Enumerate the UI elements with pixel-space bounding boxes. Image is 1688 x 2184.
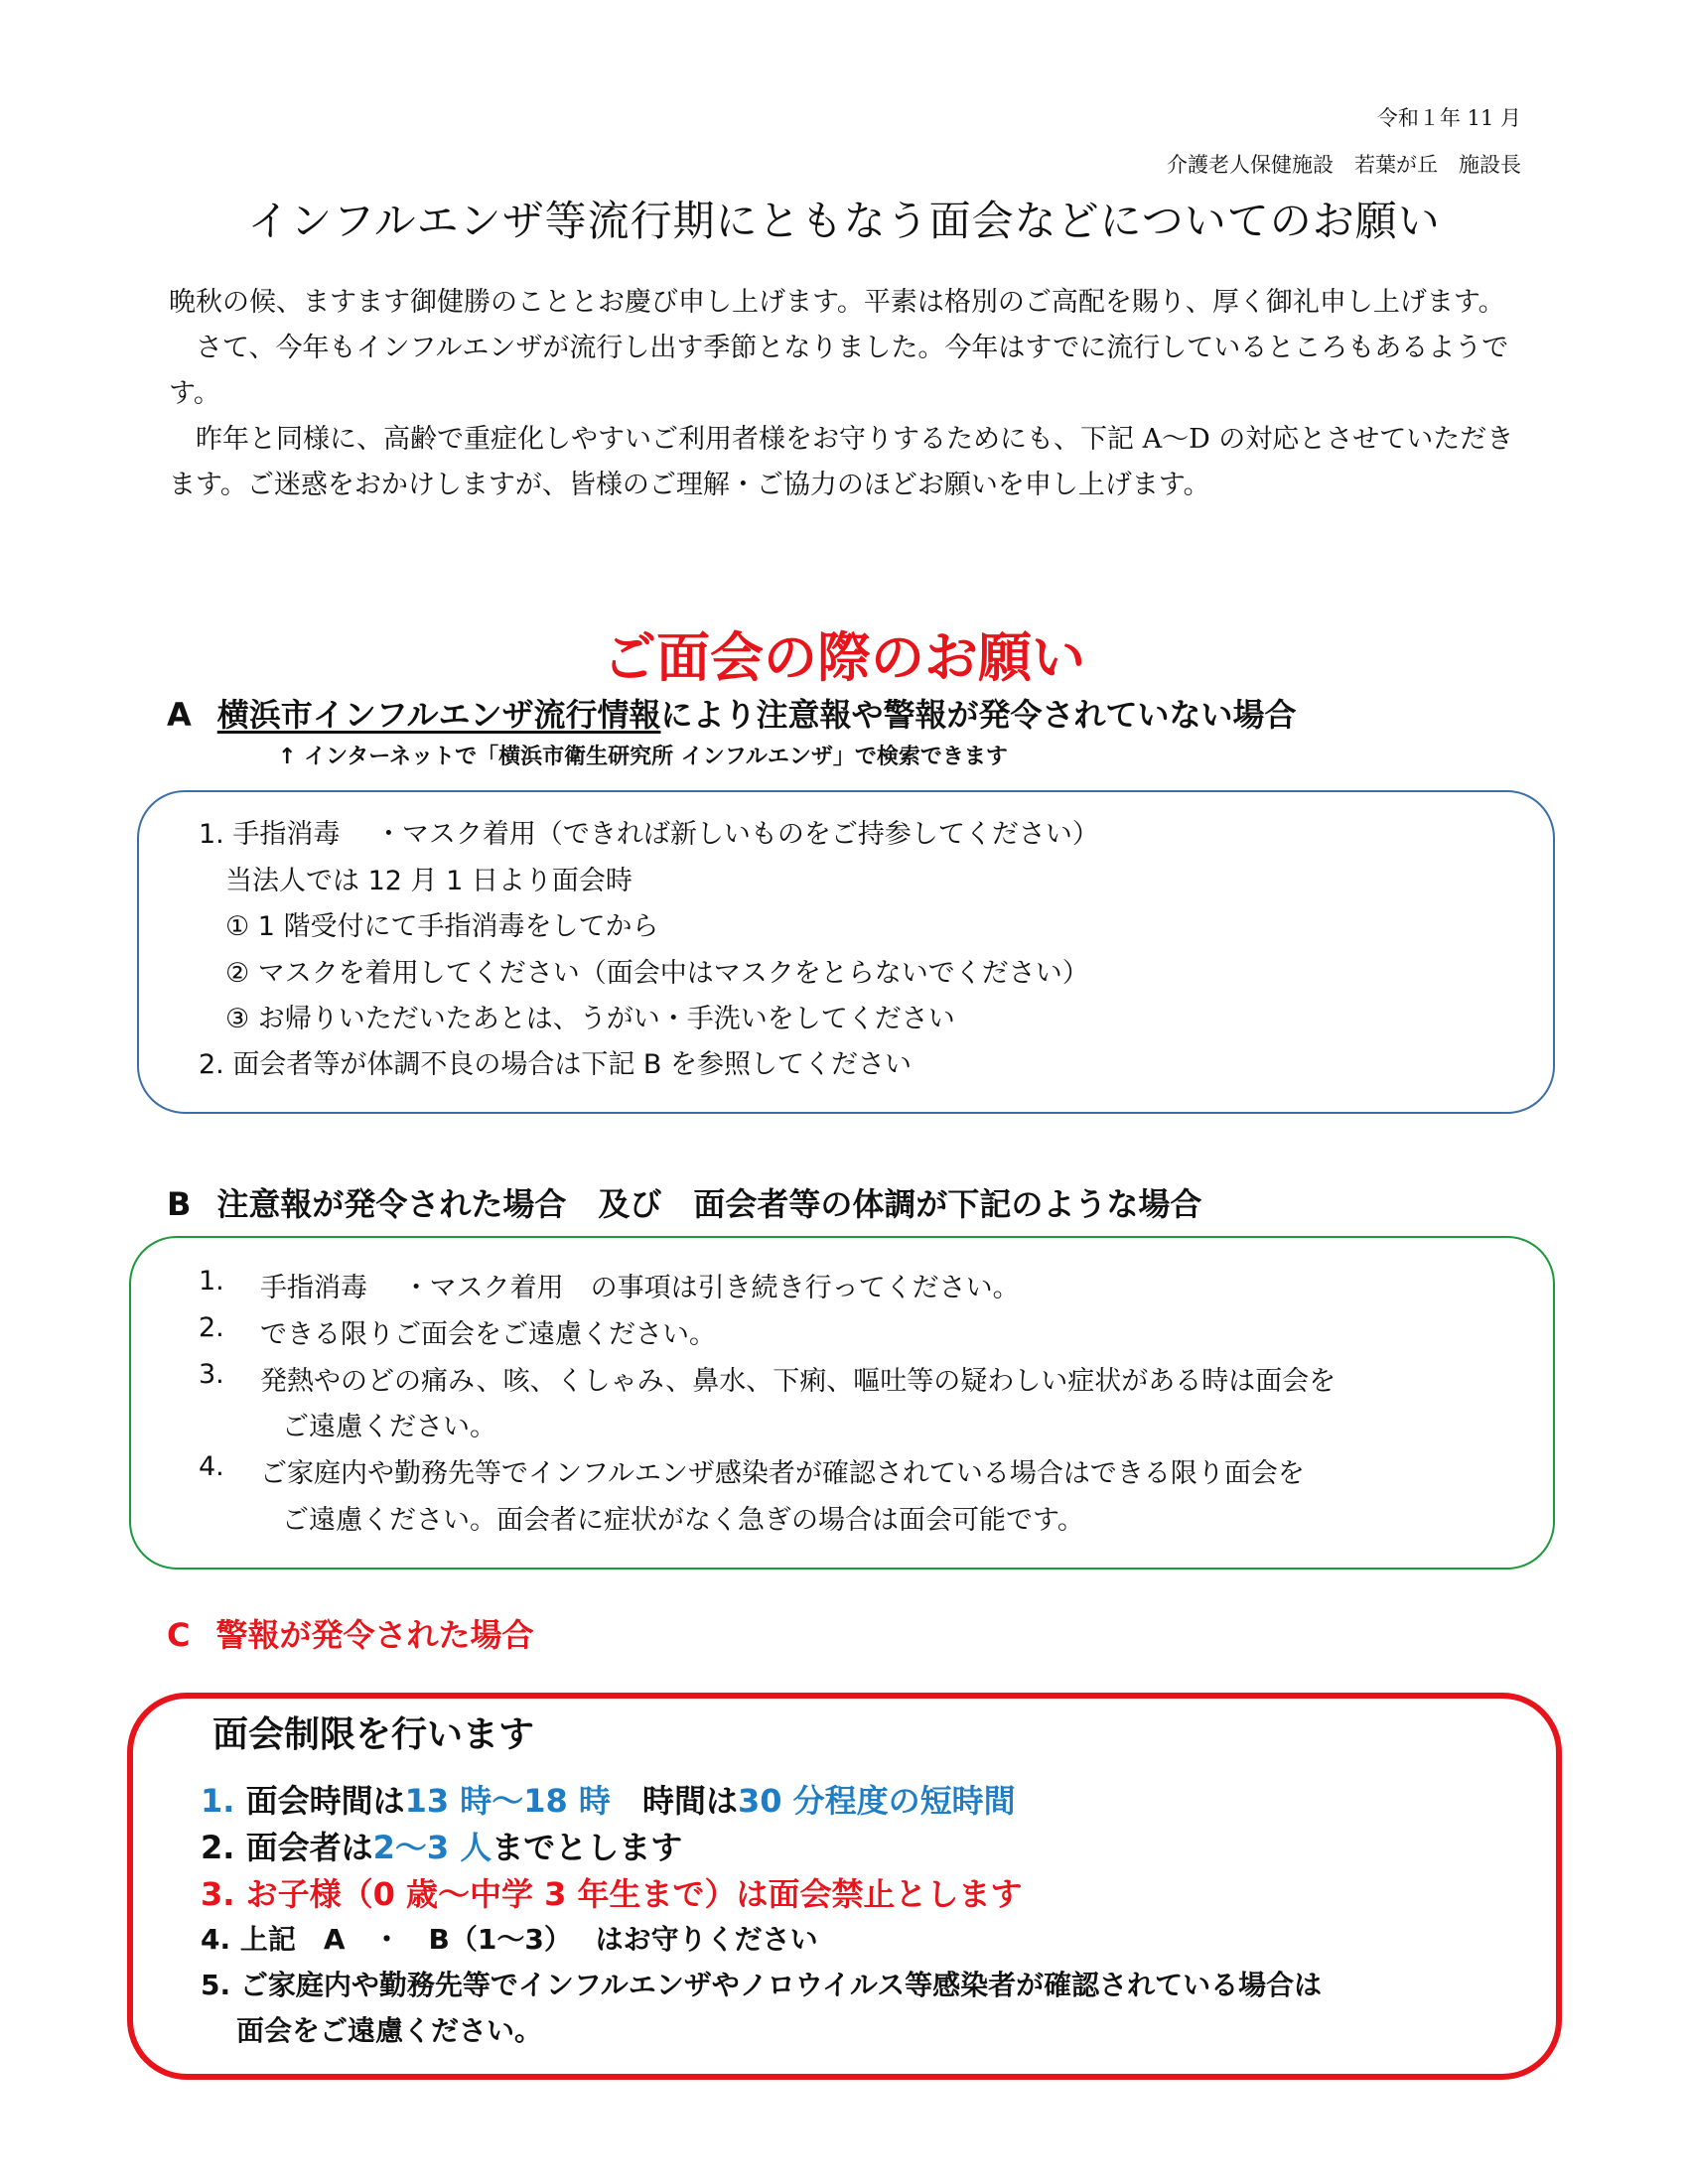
visitor-count-suffix: までとします [492,1829,683,1866]
children-visit-ban: 3. お子様（0 歳〜中学 3 年生まで）は面会禁止とします [201,1875,1023,1913]
section-b-letter: B [167,1185,192,1223]
section-a-title [167,690,1297,736]
section-b-item-4-number: 4. [199,1451,224,1482]
visit-duration-label: 時間は [610,1782,738,1820]
section-c-title-text: 警報が発令された場合 [215,1616,534,1654]
document-date: 令和１年 11 月 [1376,106,1521,130]
section-a-line-2: 当法人では 12 月 1 日より面会時 [199,866,633,896]
visit-restriction-heading: 面会制限を行います [212,1714,535,1755]
section-b-item-2-text: できる限りご面会をご遠慮ください。 [260,1319,716,1350]
section-a-title-rest: により注意報や警報が発令されていない場合 [660,696,1297,734]
issuer-organization: 介護老人保健施設 若葉が丘 施設長 [1167,153,1521,177]
document-title: インフルエンザ等流行期にともなう面会などについてのお願い [247,197,1441,245]
section-c-line-4: 4. 上記 A ・ B（1〜3） はお守りください [201,1923,818,1956]
visit-hours-label: 面会時間は [245,1782,405,1820]
intro-paragraph-3: 昨年と同様に、高齢で重症化しやすいご利用者様をお守りするためにも、下記 A〜D の対応とさせていただきます。ご迷惑をおかけしますが、皆様のご理解・ご協力のほどお願いを申し上げます。 [169,424,1514,500]
section-c-line-2 [201,1823,682,1868]
section-b-item-3-number: 3. [199,1359,224,1390]
section-b-box [129,1236,1555,1570]
section-b-item-1-text: 手指消毒 ・マスク着用 の事項は引き続き行ってください。 [260,1273,1020,1303]
section-b-item-1-number: 1. [199,1266,224,1297]
section-c-line-1 [201,1776,1016,1822]
section-a-line-6: 2. 面会者等が体調不良の場合は下記 B を参照してください [199,1049,913,1080]
section-c-box [127,1693,1562,2080]
section-b-item-4-text: ご家庭内や勤務先等でインフルエンザ感染者が確認されている場合はできる限り面会を [260,1458,1305,1489]
section-b-title [167,1179,1201,1225]
section-heading: ご面会の際のお願い [603,626,1085,689]
section-b-title-text: 注意報が発令された場合 及び 面会者等の体調が下記のような場合 [216,1185,1202,1223]
section-b-item-2-number: 2. [199,1312,224,1343]
intro-paragraph-2: さて、今年もインフルエンザが流行し出す季節となりました。今年はすでに流行しているところもあるようです。 [169,333,1509,409]
section-c-line-5-continuation: 面会をご遠慮ください。 [236,2014,543,2047]
section-b-item-3-continuation: ご遠慮ください。 [282,1412,496,1442]
section-b-item-4-continuation: ご遠慮ください。面会者に症状がなく急ぎの場合は面会可能です。 [282,1505,1084,1536]
section-a-box [137,790,1555,1114]
visitor-count-value: 2〜3 人 [372,1829,492,1866]
section-c-line-2-number: 2. [201,1829,235,1866]
search-hint-note: ↑ インターネットで「横浜市衛生研究所 インフルエンザ」で検索できます [278,745,1008,769]
section-c-line-5: 5. ご家庭内や勤務先等でインフルエンザやノロウイルス等感染者が確認されている場合は [201,1969,1323,2001]
section-a-letter: A [167,696,192,734]
visitor-count-label: 面会者は [245,1829,373,1866]
intro-text [169,280,1519,508]
section-a-line-5: ③ お帰りいただいたあとは、うがい・手洗いをしてください [199,1004,955,1034]
visit-duration-value: 30 分程度の短時間 [737,1782,1016,1820]
section-c-title [167,1610,534,1656]
visit-hours-value: 13 時〜18 時 [404,1782,611,1820]
section-c-line-1-number: 1. [201,1782,235,1820]
section-c-letter: C [167,1616,191,1654]
section-a-line-1: 1. 手指消毒 ・マスク着用（できれば新しいものをご持参してください） [199,819,1099,850]
section-a-line-4: ② マスクを着用してください（面会中はマスクをとらないでください） [199,958,1089,989]
section-a-line-3: ① 1 階受付にて手指消毒をしてから [199,911,659,942]
section-b-item-3-text: 発熱やのどの痛み、咳、くしゃみ、鼻水、下痢、嘔吐等の疑わしい症状がある時は面会を [260,1366,1336,1397]
intro-paragraph-1: 晩秋の候、ますます御健勝のこととお慶び申し上げます。平素は格別のご高配を賜り、厚く御礼申し上げます。 [169,287,1505,318]
flu-info-link-text: 横浜市インフルエンザ流行情報 [216,696,661,734]
